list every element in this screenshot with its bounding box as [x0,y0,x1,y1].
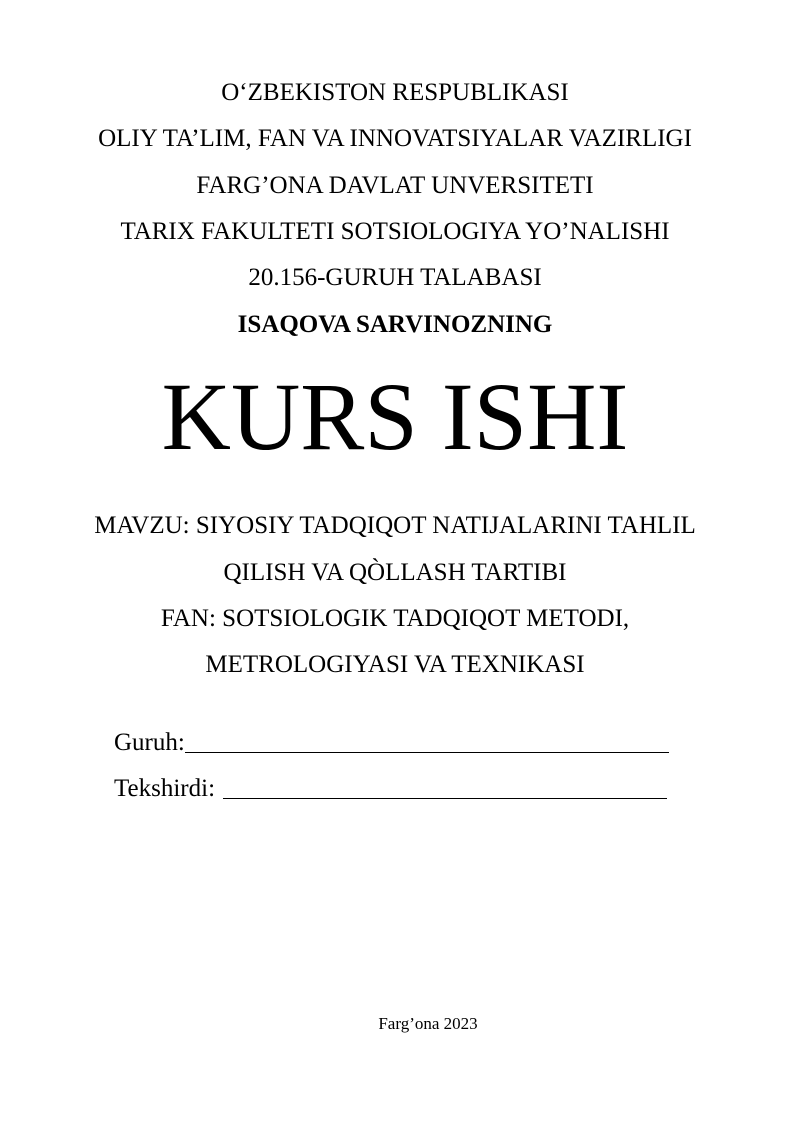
checked-blank-line [223,776,667,799]
document-title: KURS ISHI [161,363,629,470]
checked-field [114,774,667,804]
group-student-line: 20.156-GURUH TALABASI [248,264,542,291]
group-field [114,728,669,758]
ministry-line: OLIY TA’LIM, FAN VA INNOVATSIYALAR VAZIRLIGI [98,125,692,152]
footer-city-year: Farg’ona 2023 [378,1014,478,1033]
country-line: O‘ZBEKISTON RESPUBLIKASI [221,79,569,106]
subject-line-2: METROLOGIYASI VA TEXNIKASI [205,651,585,678]
faculty-line: TARIX FAKULTETI SOTSIOLOGIYA YO’NALISHI [120,218,670,245]
student-name: ISAQOVA SARVINOZNING [237,311,553,338]
university-line: FARG’ONA DAVLAT UNVERSITETI [196,172,594,199]
checked-label: Tekshirdi: [114,775,216,802]
subject-line-1: FAN: SOTSIOLOGIK TADQIQOT METODI, [160,605,630,632]
topic-line-2: QILISH VA QÒLLASH TARTIBI [223,559,567,586]
group-label: Guruh: [114,729,185,756]
group-blank-line [185,730,669,753]
topic-line-1: MAVZU: SIYOSIY TADQIQOT NATIJALARINI TAHLIL [94,512,696,539]
